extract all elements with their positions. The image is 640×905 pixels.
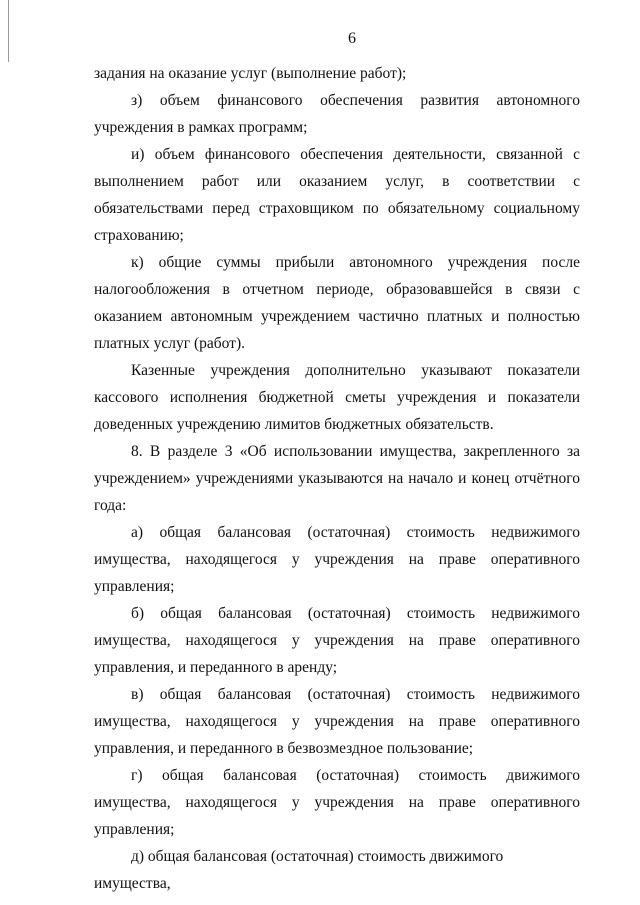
- paragraph-continuation: задания на оказание услуг (выполнение работ);: [94, 65, 407, 82]
- document-body: [94, 60, 580, 897]
- paragraph-item-b: б) общая балансовая (остаточная) стоимость недвижимого имущества, находящегося у учреждения на праве оперативного управления, и переданного в аренду;: [94, 605, 580, 676]
- paragraph-item-d: д) общая балансовая (остаточная) стоимость движимого имущества,: [94, 848, 504, 892]
- paragraph-kazennye: Казенные учреждения дополнительно указывают показатели кассового исполнения бюджетной сметы учреждения и показатели доведенных учреждению лимитов бюджетных обязательств.: [94, 362, 580, 433]
- paragraph-item-g: г) общая балансовая (остаточная) стоимость движимого имущества, находящегося у учреждения на праве оперативного управления;: [94, 767, 580, 838]
- paragraph-item-a: а) общая балансовая (остаточная) стоимость недвижимого имущества, находящегося у учреждения на праве оперативного управления;: [94, 524, 580, 595]
- paragraph-item-k: к) общие суммы прибыли автономного учреждения после налогообложения в отчетном периоде, образовавшейся в связи с оказанием автономным учреждением частично платных и полностью платных услуг (работ).: [94, 254, 580, 352]
- paragraph-item-v: в) общая балансовая (остаточная) стоимость недвижимого имущества, находящегося у учреждения на праве оперативного управления, и переданного в безвозмездное пользование;: [94, 686, 580, 757]
- paragraph-item-i: и) объем финансового обеспечения деятельности, связанной с выполнением работ или оказанием услуг, в соответствии с обязательствами перед страховщиком по обязательному социальному страхованию;: [94, 146, 580, 244]
- paragraph-section-8: 8. В разделе 3 «Об использовании имущества, закрепленного за учреждением» учреждениями указываются на начало и конец отчётного года:: [94, 443, 580, 514]
- paragraph-item-z: з) объем финансового обеспечения развития автономного учреждения в рамках программ;: [94, 92, 580, 136]
- page-number: 6: [348, 30, 356, 47]
